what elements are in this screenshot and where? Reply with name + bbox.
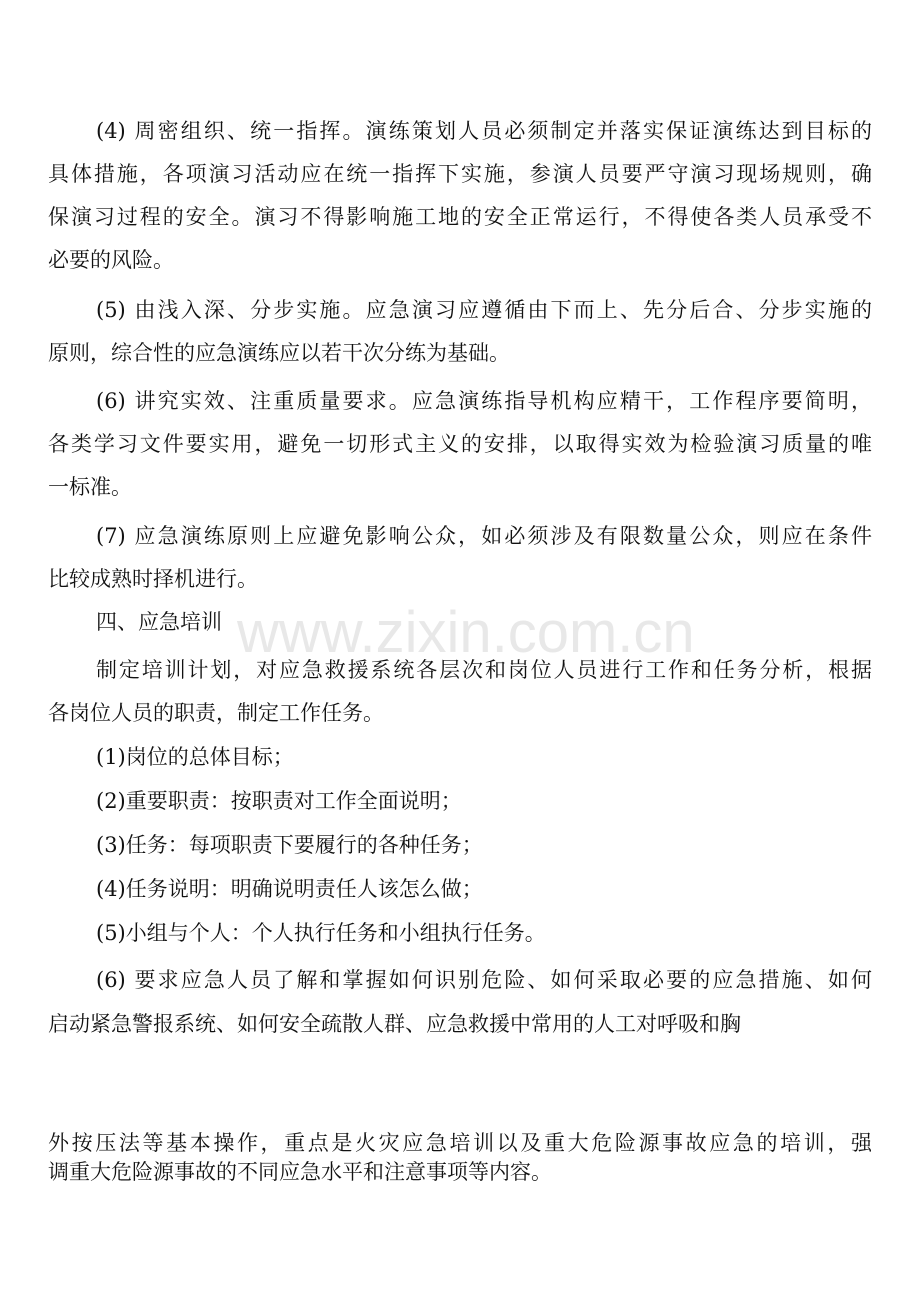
paragraph-line: 一标准。	[48, 475, 132, 499]
paragraph-line: 外按压法等基本操作，重点是火灾应急培训以及重大危险源事故应急的培训，强	[48, 1131, 872, 1155]
paragraph-line: (5) 由浅入深、分步实施。应急演习应遵循由下而上、先分后合、分步实施的	[96, 298, 872, 322]
paragraph-line: 各类学习文件要实用，避免一切形式主义的安排，以取得实效为检验演习质量的唯	[48, 432, 872, 456]
paragraph-line: 必要的风险。	[48, 248, 174, 272]
paragraph-line: 具体措施，各项演习活动应在统一指挥下实施，参演人员要严守演习现场规则，确	[48, 162, 872, 186]
paragraph-line: 原则，综合性的应急演练应以若干次分练为基础。	[48, 341, 510, 365]
paragraph-line: (6) 要求应急人员了解和掌握如何识别危险、如何采取必要的应急措施、如何	[96, 968, 872, 992]
paragraph-line: 调重大危险源事故的不同应急水平和注意事项等内容。	[48, 1160, 552, 1184]
section-heading: 四、应急培训	[96, 610, 222, 634]
watermark: www.zixin.com.cn	[237, 600, 695, 665]
paragraph-line: 保演习过程的安全。演习不得影响施工地的安全正常运行，不得使各类人员承受不	[48, 205, 872, 229]
paragraph-line: 启动紧急警报系统、如何安全疏散人群、应急救援中常用的人工对呼吸和胸	[48, 1012, 741, 1036]
paragraph-line: (4) 周密组织、统一指挥。演练策划人员必须制定并落实保证演练达到目标的	[96, 119, 872, 143]
list-item: (2)重要职责：按职责对工作全面说明；	[96, 789, 462, 813]
list-item: (5)小组与个人：个人执行任务和小组执行任务。	[96, 921, 546, 945]
paragraph-line: 比较成熟时择机进行。	[48, 567, 258, 591]
paragraph-line: (7) 应急演练原则上应避免影响公众，如必须涉及有限数量公众，则应在条件	[96, 524, 872, 548]
list-item: (3)任务：每项职责下要履行的各种任务；	[96, 833, 483, 857]
list-item: (4)任务说明：明确说明责任人该怎么做；	[96, 877, 483, 901]
list-item: (1)岗位的总体目标；	[96, 745, 294, 769]
paragraph-line: 制定培训计划，对应急救援系统各层次和岗位人员进行工作和任务分析，根据	[96, 658, 872, 682]
paragraph-line: (6) 讲究实效、注重质量要求。应急演练指导机构应精干，工作程序要简明，	[96, 389, 872, 413]
paragraph-line: 各岗位人员的职责，制定工作任务。	[48, 701, 384, 725]
